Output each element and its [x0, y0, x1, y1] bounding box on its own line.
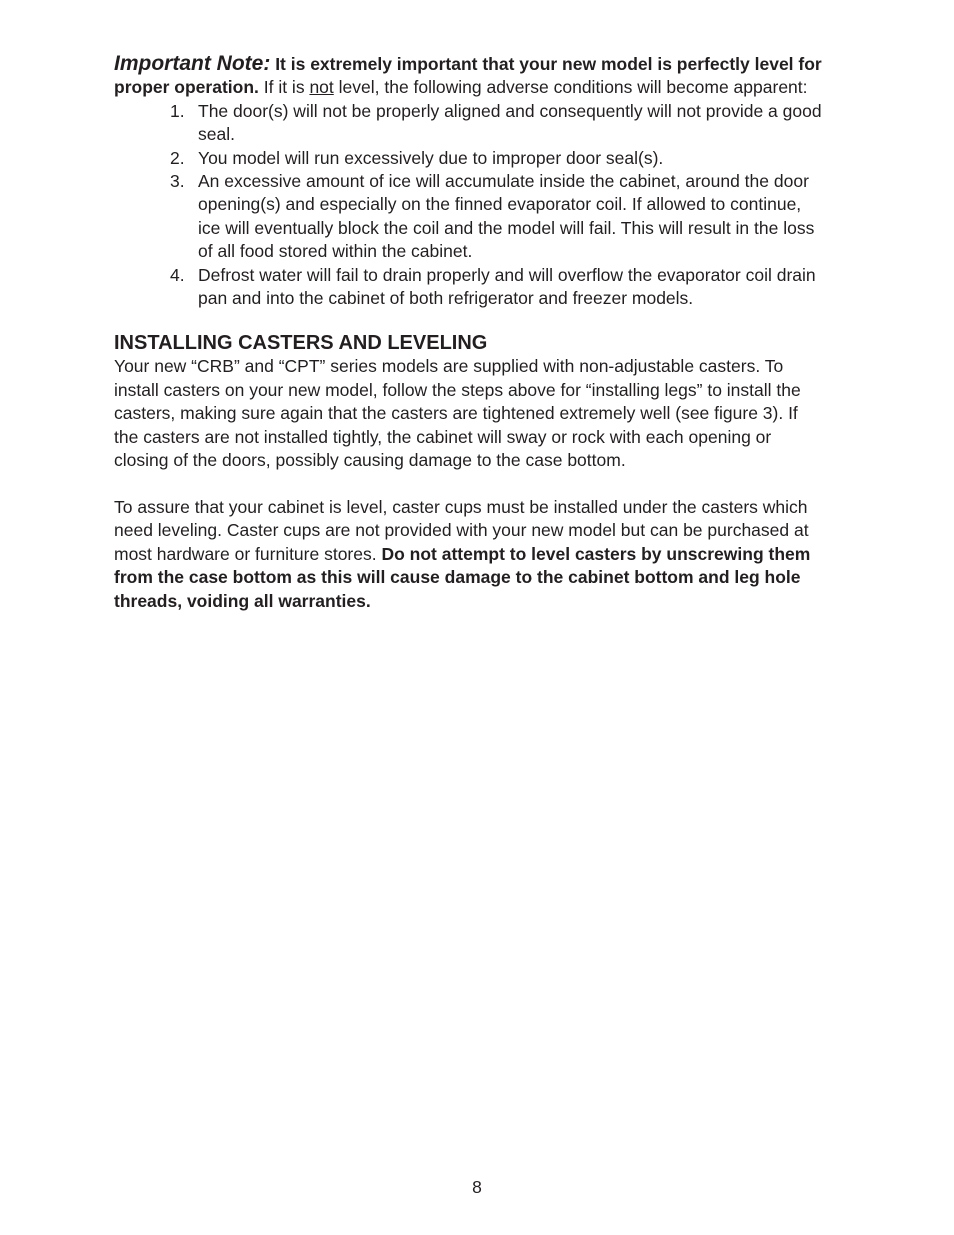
- important-note-paragraph: [114, 52, 826, 100]
- list-item-number: 4.: [170, 264, 185, 285]
- important-note-text: If it is: [258, 77, 310, 98]
- list-item-text: The door(s) will not be properly aligned and consequently will not provide a good seal.: [198, 100, 822, 145]
- list-item-number: 2.: [170, 147, 185, 168]
- list-item-text: An excessive amount of ice will accumulate inside the cabinet, around the door opening(s) and especially on the finned evaporator coil. If allowed to continue, ice will eventually block the coil and the model will fail. This will result in the loss of all food stored within the cabinet.: [198, 171, 815, 262]
- adverse-conditions-list: [114, 100, 826, 311]
- list-item: [114, 147, 826, 170]
- list-item-text: Defrost water will fail to drain properly and will overflow the evaporator coil drain pan and into the cabinet of both refrigerator and freezer models.: [198, 264, 816, 309]
- leveling-warning: Do not attempt to level casters by unscrewing them from the case bottom as this will cause damage to the cabinet bottom and leg hole threads, voiding all warranties.: [114, 543, 811, 611]
- leveling-text: To assure that your cabinet is level, caster cups must be installed under the casters which need leveling. Caster cups are not provided with your new model but can be purchased at most hardware or furniture stores.: [114, 496, 809, 564]
- list-item: [114, 264, 826, 311]
- important-note-text-continued: level, the following adverse conditions will become apparent:: [333, 77, 808, 98]
- list-item-number: 3.: [170, 171, 185, 192]
- paragraph-spacer: [114, 473, 826, 496]
- page-content: [114, 52, 826, 613]
- page-number: 8: [472, 1177, 482, 1197]
- underlined-word: not: [309, 77, 334, 98]
- list-item: [114, 170, 826, 264]
- list-item: [114, 100, 826, 147]
- important-note-label: Important Note:: [114, 52, 271, 75]
- leveling-paragraph: [114, 496, 826, 613]
- list-item-text: You model will run excessively due to improper door seal(s).: [198, 147, 664, 168]
- list-item-number: 1.: [170, 100, 185, 121]
- casters-paragraph: Your new “CRB” and “CPT” series models are supplied with non-adjustable casters. To install casters on your new model, follow the steps above for “installing legs” to install the casters, making sure again that the casters are tightened extremely well (see figure 3). If the casters are not installed tightly, the cabinet will sway or rock with each opening or closing of the doors, possibly causing damage to the case bottom.: [114, 356, 801, 471]
- important-note-bold-text: It is extremely important that your new model is perfectly level for proper operation.: [114, 54, 822, 98]
- section-heading: INSTALLING CASTERS AND LEVELING: [114, 332, 488, 355]
